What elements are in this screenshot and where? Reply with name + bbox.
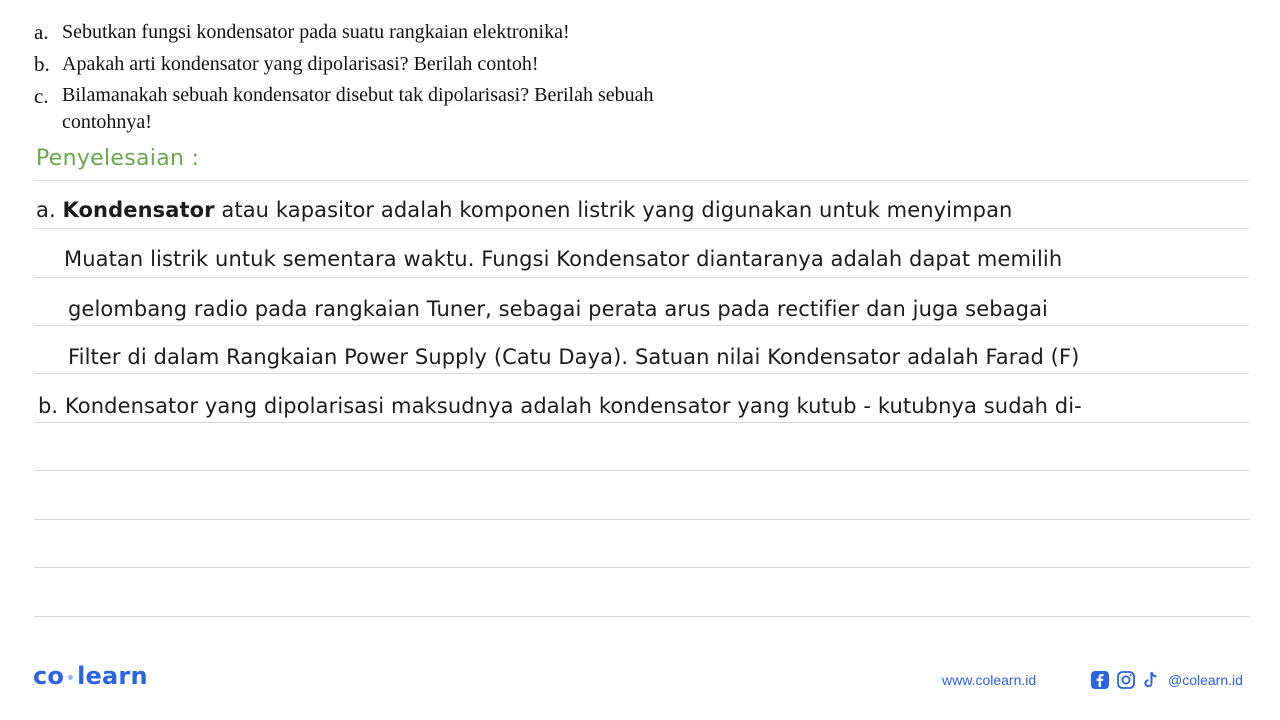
ruled-line <box>34 422 1249 423</box>
colearn-logo <box>33 662 148 690</box>
question-letter: c. <box>34 84 49 108</box>
logo-text-learn: learn <box>77 662 148 690</box>
question-letter: a. <box>34 20 49 44</box>
question-item-c <box>34 80 794 136</box>
question-text-line-2: contohnya! <box>62 111 152 133</box>
ruled-line <box>34 228 1249 229</box>
question-block <box>34 16 794 136</box>
logo-dot <box>68 675 73 680</box>
answer-line-1 <box>36 198 1012 222</box>
question-item-b <box>34 48 794 80</box>
ruled-line <box>34 567 1249 568</box>
question-item-a <box>34 16 794 48</box>
ruled-line <box>34 180 1249 181</box>
logo-text-co: co <box>33 662 65 690</box>
ruled-line <box>34 325 1249 326</box>
social-handle[interactable]: @colearn.id <box>1168 672 1243 688</box>
solution-heading: Penyelesaian : <box>36 146 200 171</box>
answer-line-5: b. Kondensator yang dipolarisasi maksudnya adalah kondensator yang kutub - kutubnya sudah di- <box>38 394 1082 418</box>
answer-line-4: Filter di dalam Rangkaian Power Supply (Catu Daya). Satuan nilai Kondensator adalah Farad (F) <box>68 345 1080 369</box>
ruled-line <box>34 470 1249 471</box>
question-text-line-1: Bilamanakah sebuah kondensator disebut tak dipolarisasi? Berilah sebuah <box>62 84 654 106</box>
website-link[interactable]: www.colearn.id <box>942 672 1037 688</box>
ruled-line <box>34 519 1249 520</box>
answer-line-2: Muatan listrik untuk sementara waktu. Fungsi Kondensator diantaranya adalah dapat memilih <box>64 247 1063 271</box>
question-text: Apakah arti kondensator yang dipolarisasi? Berilah contoh! <box>62 53 539 75</box>
ruled-line <box>34 616 1249 617</box>
facebook-icon[interactable] <box>1090 670 1110 690</box>
answer-text: atau kapasitor adalah komponen listrik yang digunakan untuk menyimpan <box>214 198 1013 222</box>
ruled-line <box>34 277 1249 278</box>
question-text: Sebutkan fungsi kondensator pada suatu rangkaian elektronika! <box>62 21 570 43</box>
question-letter: b. <box>34 52 50 76</box>
question-text <box>62 80 794 136</box>
answer-bold-term: Kondensator <box>62 198 215 222</box>
ruled-line <box>34 373 1249 374</box>
answer-line-3: gelombang radio pada rangkaian Tuner, sebagai perata arus pada rectifier dan juga sebagai <box>68 297 1048 321</box>
answer-prefix: a. <box>36 198 63 222</box>
tiktok-icon[interactable] <box>1142 670 1160 690</box>
instagram-icon[interactable] <box>1116 670 1136 690</box>
social-links <box>1090 670 1243 690</box>
